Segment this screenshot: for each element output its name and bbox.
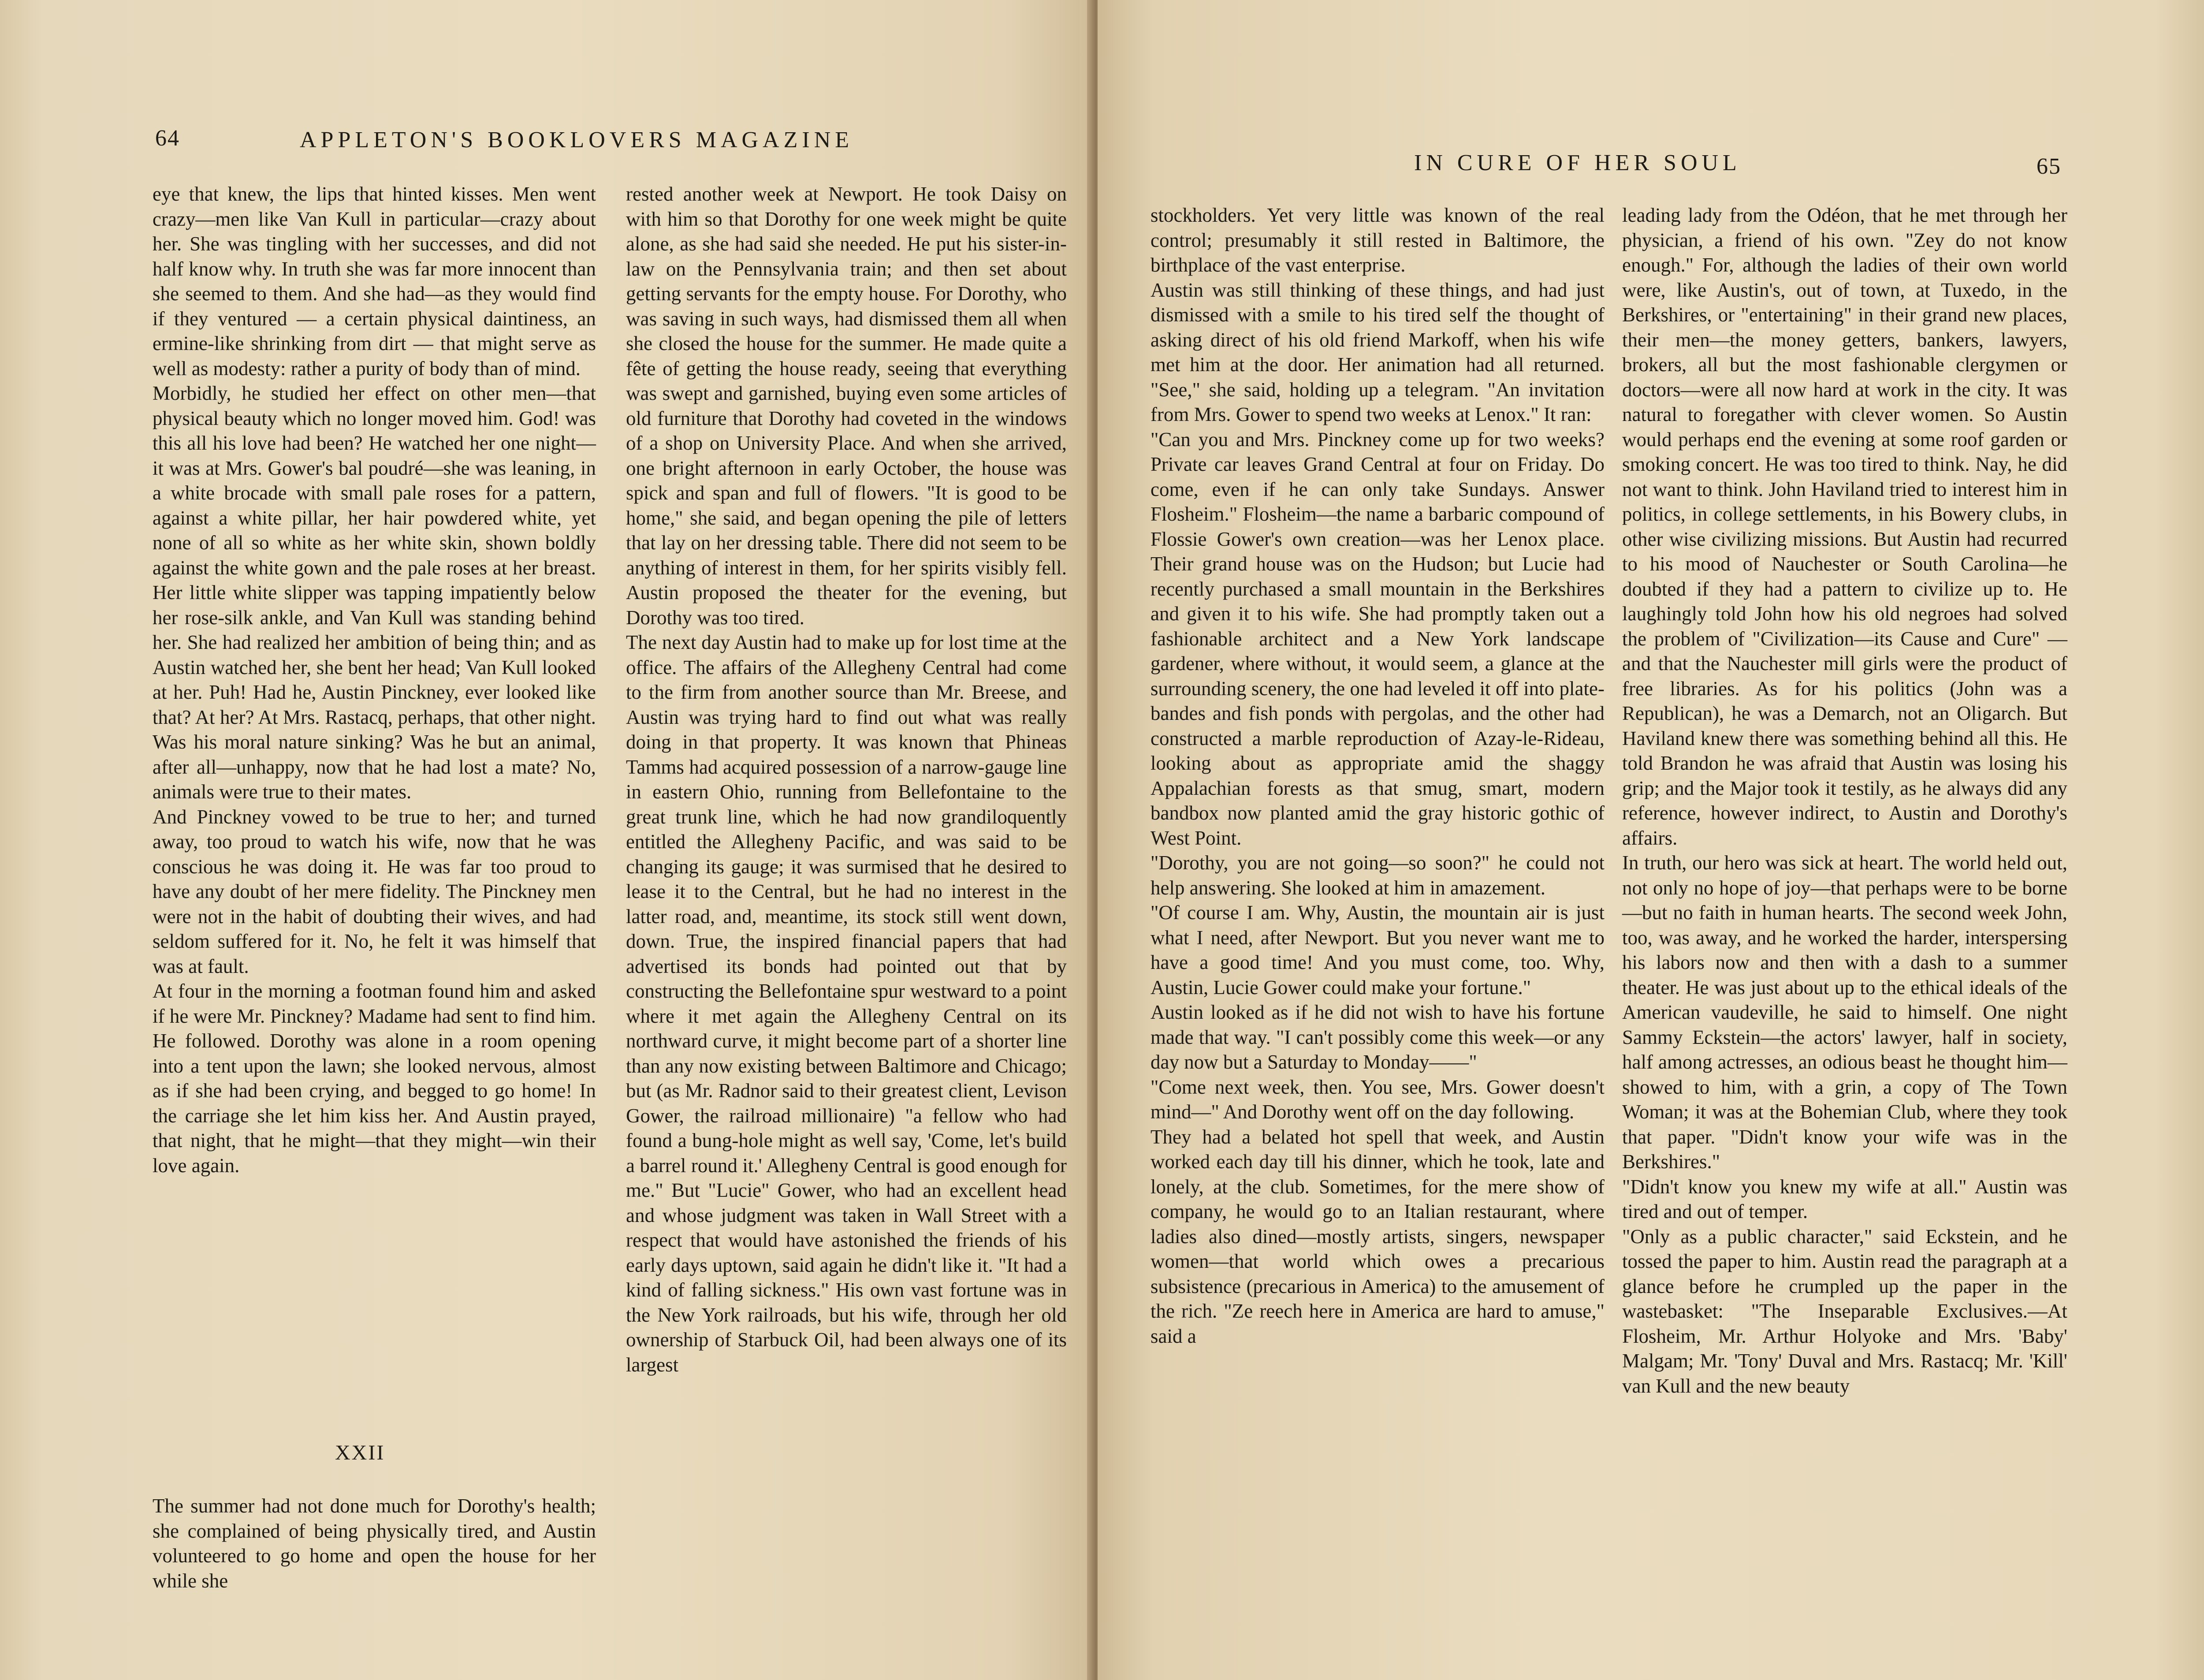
left-page-column-2: rested another week at Newport. He took Daisy on with him so that Dorothy for one week might be quite alone, as she had said she needed. He put his sister-in-law on the Pennsylvania train; and then set about getting servants for the empty house. For Dorothy, who was saving in such ways, had dismissed them all when she closed the house for the summer. He made quite a fête of getting the house ready, seeing that everything was swept and garnished, buying even some articles of old furniture that Dorothy had coveted in the windows of a shop on University Place. And when she arrived, one bright afternoon in early October, the house was spick and span and full of flowers. "It is good to be home," she said, and began opening the pile of letters that lay on her dressing table. There did not seem to be anything of interest in them, for her spirits visibly fell. Austin proposed the theater for the evening, but Dorothy was too tired. The next day Austin had to make up for lost time at the office. The affairs of the Allegheny Central had come to the firm from another source than Mr. Breese, and Austin was trying hard to find out what was really doing in that property. It was known that Phineas Tamms had acquired possession of a narrow-gauge line in eastern Ohio, running from Bellefontaine to the great trunk line, which he had now grandiloquently entitled the Allegheny Pacific, and was said to be changing its gauge; it was surmised that he desired to lease it to the Central, but he had no interest in the latter road, and, meantime, its stock still went down, down. True, the inspired financial papers that had advertised its bonds had pointed out that by constructing the Bellefontaine spur westward to a point where it met again the Allegheny Central on its northward curve, it might become part of a shorter line than any now existing between Baltimore and Chicago; but (as Mr. Radnor said to their greatest client, Levison Gower, the railroad millionaire) "a fellow who had found a bung-hole might as well say, 'Come, let's build a barrel round it.' Allegheny Central is good enough for me." But "Lucie" Gower, who had an excellent head and whose judgment was taken in Wall Street with a respect that would have astonished the friends of his early days uptown, said again he didn't like it. "It had a kind of falling sickness." His own vast fortune was in the New York railroads, but his wife, through her old ownership of Starbuck Oil, had been always one of its largest (626, 183, 1067, 1376)
running-head-right: IN CURE OF HER SOUL (1414, 150, 1741, 175)
right-page-column-2: leading lady from the Odéon, that he met through her physician, a friend of his own. "Zey do not know enough." For, although the ladies of their own world were, like Austin's, out of town, at Tuxedo, in the Berkshires, or "entertaining" in their grand new places, their men—the money getters, bankers, lawyers, brokers, all but the most fashionable clergymen or doctors—were all now hard at work in the city. It was natural to foregather with clever women. So Austin would perhaps end the evening at some roof garden or smoking concert. He was too tired to think. Nay, he did not want to think. John Haviland tried to interest him in politics, in college settlements, in his Bowery clubs, in other wise civilizing missions. But Austin had recurred to his mood of Nauchester or South Carolina—he doubted if they had a pattern to civilize up to. He laughingly told John how his old negroes had solved the problem of "Civilization—its Cause and Cure" —and that the Nauchester mill girls were the product of free libraries. As for his politics (John was a Republican), he was a Demarch, not an Oligarch. But Haviland knew there was something behind all this. He told Brandon he was afraid that Austin was losing his grip; and the Major took it testily, as he always did any reference, however indirect, to Austin and Dorothy's affairs. In truth, our hero was sick at heart. The world held out, not only no hope of joy—that perhaps were to be borne—but no faith in human hearts. The second week John, too, was away, and he worked the harder, interspersing his labors now and then with a dash to a summer theater. He was just about up to the ethical ideals of the American vaudeville, he said to himself. One night Sammy Eckstein—the actors' lawyer, half in society, half among actresses, an odious beast he thought him—showed to him, with a grin, a copy of The Town Woman; it was at the Bohemian Club, where they took that paper. "Didn't know your wife was in the Berkshires." "Didn't know you knew my wife at all." Austin was tired and out of temper. "Only as a public character," said Eckstein, and he tossed the paper to him. Austin read the paragraph at a glance before he crumpled up the paper in the wastebasket: "The Inseparable Exclusives.—At Flosheim, Mr. Arthur Holyoke and Mrs. 'Baby' Malgam; Mr. 'Tony' Duval and Mrs. Rastacq; Mr. 'Kill' van Kull and the new beauty (1622, 204, 2067, 1397)
right-page (1098, 0, 2204, 1680)
page-number-left: 64 (155, 126, 180, 151)
left-page (0, 0, 1092, 1680)
left-page-column-1-chapter-start: The summer had not done much for Dorothy's health; she complained of being physically tired, and Austin volunteered to go home and open the house for her while she (153, 1495, 596, 1592)
page-number-right: 65 (2036, 154, 2061, 179)
chapter-heading: XXII (335, 1441, 385, 1464)
running-head-left: APPLETON'S BOOKLOVERS MAGAZINE (300, 127, 854, 153)
right-page-column-1: stockholders. Yet very little was known of the real control; presumably it still rested in Baltimore, the birthplace of the vast enterprise. Austin was still thinking of these things, and had just dismissed with a smile to his tired self the thought of asking direct of his old friend Markoff, when his wife met him at the door. Her animation had all returned. "See," she said, holding up a telegram. "An invitation from Mrs. Gower to spend two weeks at Lenox." It ran: "Can you and Mrs. Pinckney come up for two weeks? Private car leaves Grand Central at four on Friday. Do come, even if he can only take Sundays. Answer Flosheim." Flosheim—the name a barbaric compound of Flossie Gower's own creation—was her Lenox place. Their grand house was on the Hudson; but Lucie had recently purchased a small mountain in the Berkshires and given it to his wife. She had promptly taken out a fashionable architect and a New York landscape gardener, where without, it would seem, a glance at the surrounding scenery, the one had leveled it off into plate-bandes and fish ponds with pergolas, and the other had constructed a marble reproduction of Azay-le-Rideau, looking about as appropriate amid the shaggy Appalachian forests as that smug, smart, modern bandbox now planted amid the gray historic gothic of West Point. "Dorothy, you are not going—so soon?" he could not help answering. She looked at him in amazement. "Of course I am. Why, Austin, the mountain air is just what I need, after Newport. But you never want me to have a good time! And you must come, too. Why, Austin, Lucie Gower could make your fortune." Austin looked as if he did not wish to have his fortune made that way. "I can't possibly come this week—or any day now but a Saturday to Monday——" "Come next week, then. You see, Mrs. Gower doesn't mind—" And Dorothy went off on the day following. They had a belated hot spell that week, and Austin worked each day till his dinner, which he took, late and lonely, at the club. Sometimes, for the mere show of company, he would go to an Italian restaurant, where ladies also dined—mostly artists, singers, newspaper women—that world which owes a precarious subsistence (precarious in America) to the amusement of the rich. "Ze reech here in America are hard to amuse," said a (1150, 204, 1605, 1347)
left-page-column-1: eye that knew, the lips that hinted kisses. Men went crazy—men like Van Kull in particular—crazy about her. She was tingling with her successes, and did not half know why. In truth she was far more innocent than she seemed to them. And she had—as they would find if they ventured — a certain physical daintiness, an ermine-like shrinking from dirt — that might serve as well as modesty: rather a purity of body than of mind. Morbidly, he studied her effect on other men—that physical beauty which no longer moved him. God! was this all his love had been? He watched her one night—it was at Mrs. Gower's bal poudré—she was leaning, in a white brocade with small pale roses for a pattern, against a white pillar, her hair powdered white, yet none of all so white as her white skin, shown boldly against the white gown and the pale roses at her breast. Her little white slipper was tapping impatiently below her rose-silk ankle, and Van Kull was standing behind her. She had realized her ambition of being thin; and as Austin watched her, she bent her head; Van Kull looked at her. Puh! Had he, Austin Pinckney, ever looked like that? At her? At Mrs. Rastacq, perhaps, that other night. Was his moral nature sinking? Was he but an animal, after all—unhappy, now that he had lost a mate? No, animals were true to their mates. And Pinckney vowed to be true to her; and turned away, too proud to watch his wife, now that he was conscious he was doing it. He was far too proud to have any doubt of her mere fidelity. The Pinckney men were not in the habit of doubting their wives, and had seldom suffered for it. No, he felt it was himself that was at fault. At four in the morning a footman found him and asked if he were Mr. Pinckney? Madame had sent to find him. He followed. Dorothy was alone in a room opening into a tent upon the lawn; she looked nervous, almost as if she had been crying, and begged to go home! In the carriage she let him kiss her. And Austin prayed, that night, that he might—that they might—win their love again. (153, 183, 596, 1177)
